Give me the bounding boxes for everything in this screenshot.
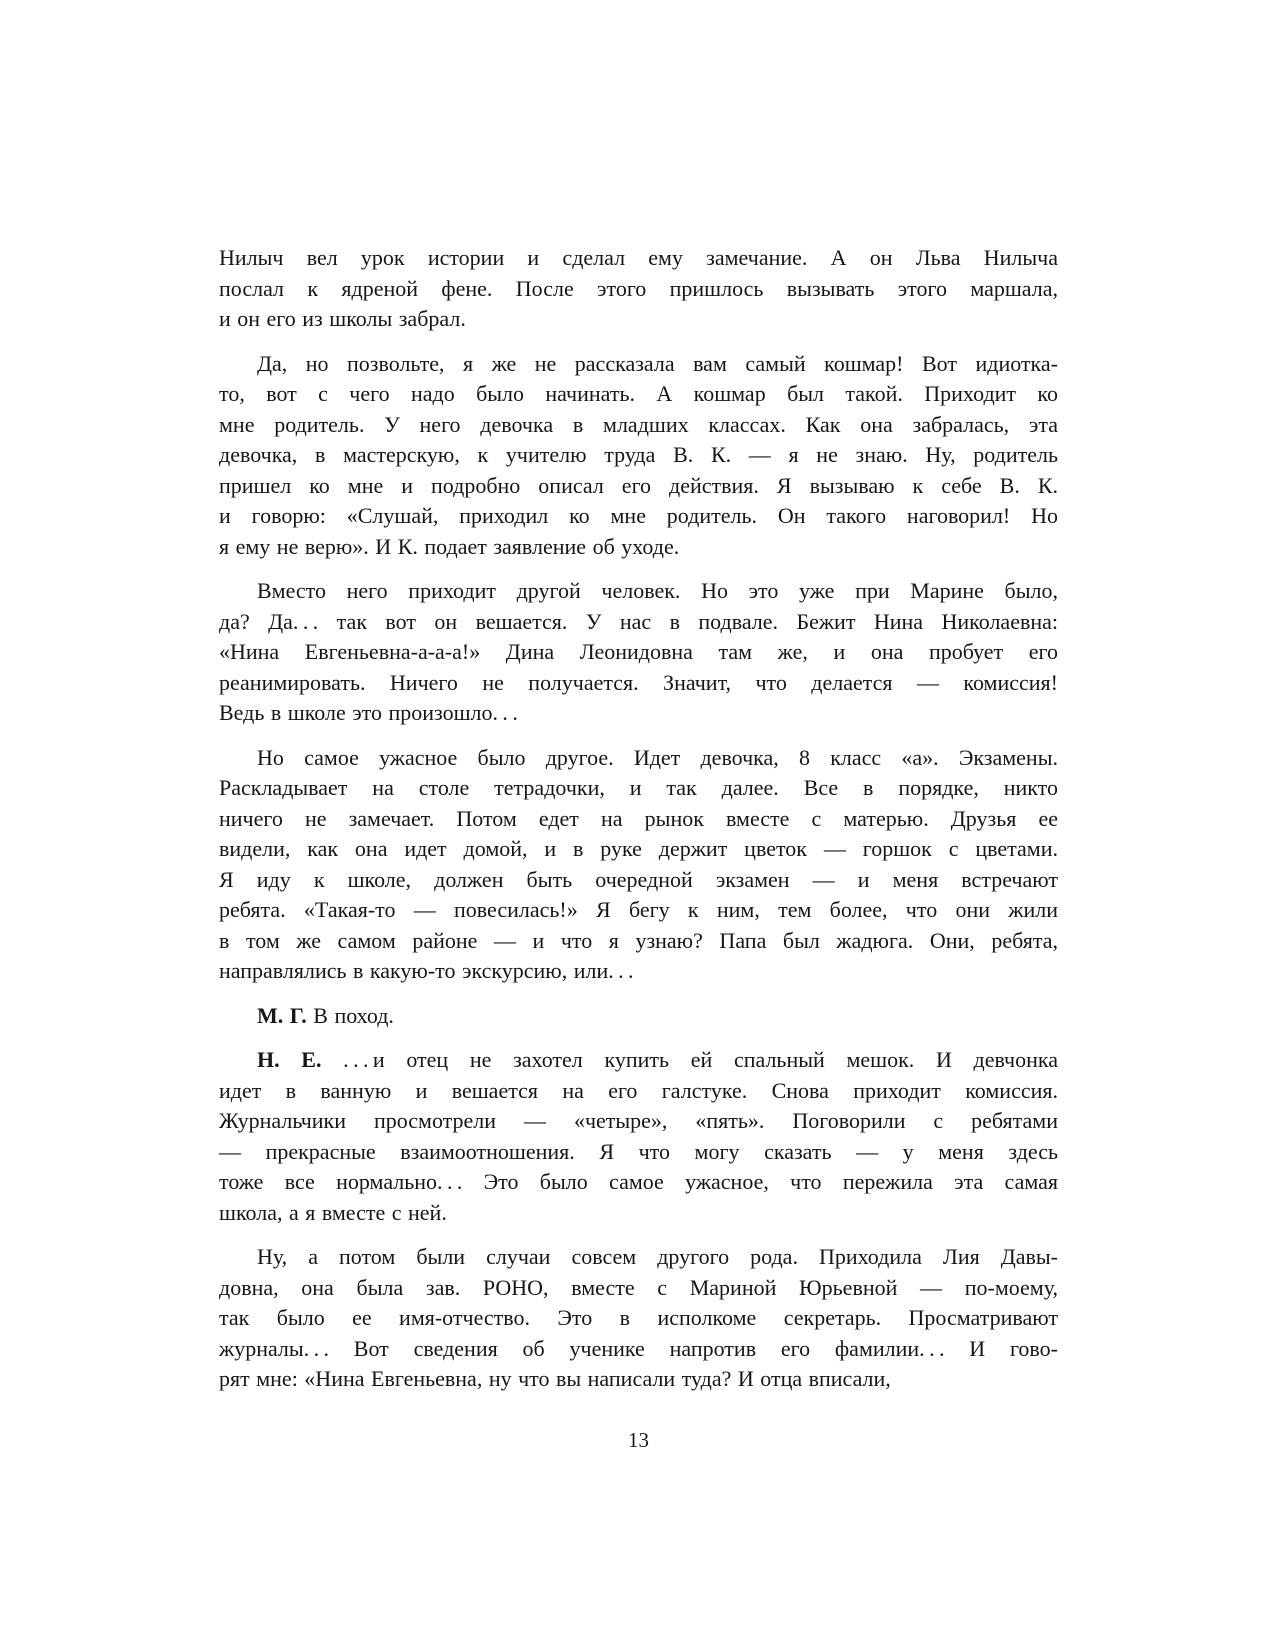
- text-line: довна, она была зав. РОНО, вместе с Мариной Юрьевной — по-моему,: [219, 1274, 1058, 1300]
- text-line: девочка, в мастерскую, к учителю труда В. К. — я не знаю. Ну, родитель: [219, 442, 1058, 467]
- text-line: видели, как она идет домой, и в руке держит цветок — горшок с цветами.: [219, 836, 1058, 861]
- paragraph: [219, 576, 1058, 729]
- text-line: ребята. «Такая-то — повесилась!» Я бегу к ним, тем более, что они жили: [219, 897, 1058, 922]
- speaker-label: Н. Е.: [257, 1047, 322, 1072]
- text-line: мне родитель. У него девочка в младших классах. Как она забралась, эта: [219, 411, 1058, 437]
- paragraph: [219, 1242, 1058, 1395]
- text-line: в том же самом районе — и что я узнаю? Папа был жадюга. Они, ребята,: [219, 927, 1058, 953]
- text-line: тоже все нормально. . . Это было самое ужасное, что пережила эта самая: [219, 1169, 1058, 1194]
- text-line: «Нина Евгеньевна-а-а-а!» Дина Леонидовна там же, и она пробует его: [219, 639, 1058, 664]
- text-line: Вместо него приходит другой человек. Но это уже при Марине было,: [257, 578, 1058, 603]
- text-line: Я иду к школе, должен быть очередной экзамен — и меня встречают: [219, 866, 1058, 892]
- text-line: направлялись в какую-то экскурсию, или. . .: [219, 958, 634, 983]
- text-line: так было ее имя-отчество. Это в исполкоме секретарь. Просматривают: [219, 1305, 1058, 1330]
- text-line: Нилыч вел урок истории и сделал ему замечание. А он Льва Нилыча: [219, 245, 1058, 270]
- text-line: Раскладывает на столе тетрадочки, и так далее. Все в порядке, никто: [219, 775, 1058, 800]
- paragraph: [219, 1001, 1058, 1032]
- text-line: рят мне: «Нина Евгеньевна, ну что вы написали туда? И отца вписали,: [219, 1366, 891, 1391]
- text-line: Да, но позвольте, я же не рассказала вам самый кошмар! Вот идиотка-: [257, 350, 1058, 376]
- text-line: да? Да. . . так вот он вешается. У нас в подвале. Бежит Нина Николаевна:: [219, 608, 1058, 634]
- text-line: послал к ядреной фене. После этого пришлось вызывать этого маршала,: [219, 275, 1058, 301]
- paragraph: [219, 743, 1058, 987]
- text-line: Ну, а потом были случаи совсем другого рода. Приходила Лия Давы-: [257, 1244, 1058, 1269]
- text-line: я ему не верю». И К. подает заявление об уходе.: [219, 533, 680, 559]
- text-line: идет в ванную и вешается на его галстуке. Снова приходит комиссия.: [219, 1077, 1058, 1103]
- text-line: пришел ко мне и подробно описал его действия. Я вызываю к себе В. К.: [219, 472, 1058, 498]
- text-line: школа, а я вместе с ней.: [219, 1199, 447, 1225]
- page-number: 13: [628, 1428, 649, 1452]
- text-block: [219, 243, 1058, 1409]
- text-line: реанимировать. Ничего не получается. Значит, что делается — комиссия!: [219, 669, 1058, 695]
- paragraph: [219, 349, 1058, 563]
- paragraph: [219, 1045, 1058, 1228]
- text-line: и говорю: «Слушай, приходил ко мне родитель. Он такого наговорил! Но: [219, 503, 1058, 528]
- paragraph: [219, 243, 1058, 335]
- text-line: Ведь в школе это произошло. . .: [219, 700, 518, 725]
- text-line: журналы. . . Вот сведения об ученике напротив его фамилии. . . И гово-: [219, 1335, 1058, 1361]
- text-line: Журнальчики просмотрели — «четыре», «пять». Поговорили с ребятами: [219, 1108, 1058, 1133]
- text-line: Н. Е. . . . и отец не захотел купить ей спальный мешок. И девчонка: [257, 1047, 1059, 1072]
- text-line: ничего не замечает. Потом едет на рынок вместе с матерью. Друзья ее: [219, 805, 1058, 831]
- text-line: М. Г. В поход.: [257, 1002, 394, 1028]
- text-line: и он его из школы забрал.: [219, 306, 466, 331]
- text-line: — прекрасные взаимоотношения. Я что могу сказать — у меня здесь: [219, 1138, 1058, 1164]
- text-line: то, вот с чего надо было начинать. А кошмар был такой. Приходит ко: [219, 381, 1058, 406]
- speaker-label: М. Г.: [257, 1002, 307, 1028]
- text-line: Но самое ужасное было другое. Идет девочка, 8 класс «а». Экзамены.: [257, 744, 1058, 770]
